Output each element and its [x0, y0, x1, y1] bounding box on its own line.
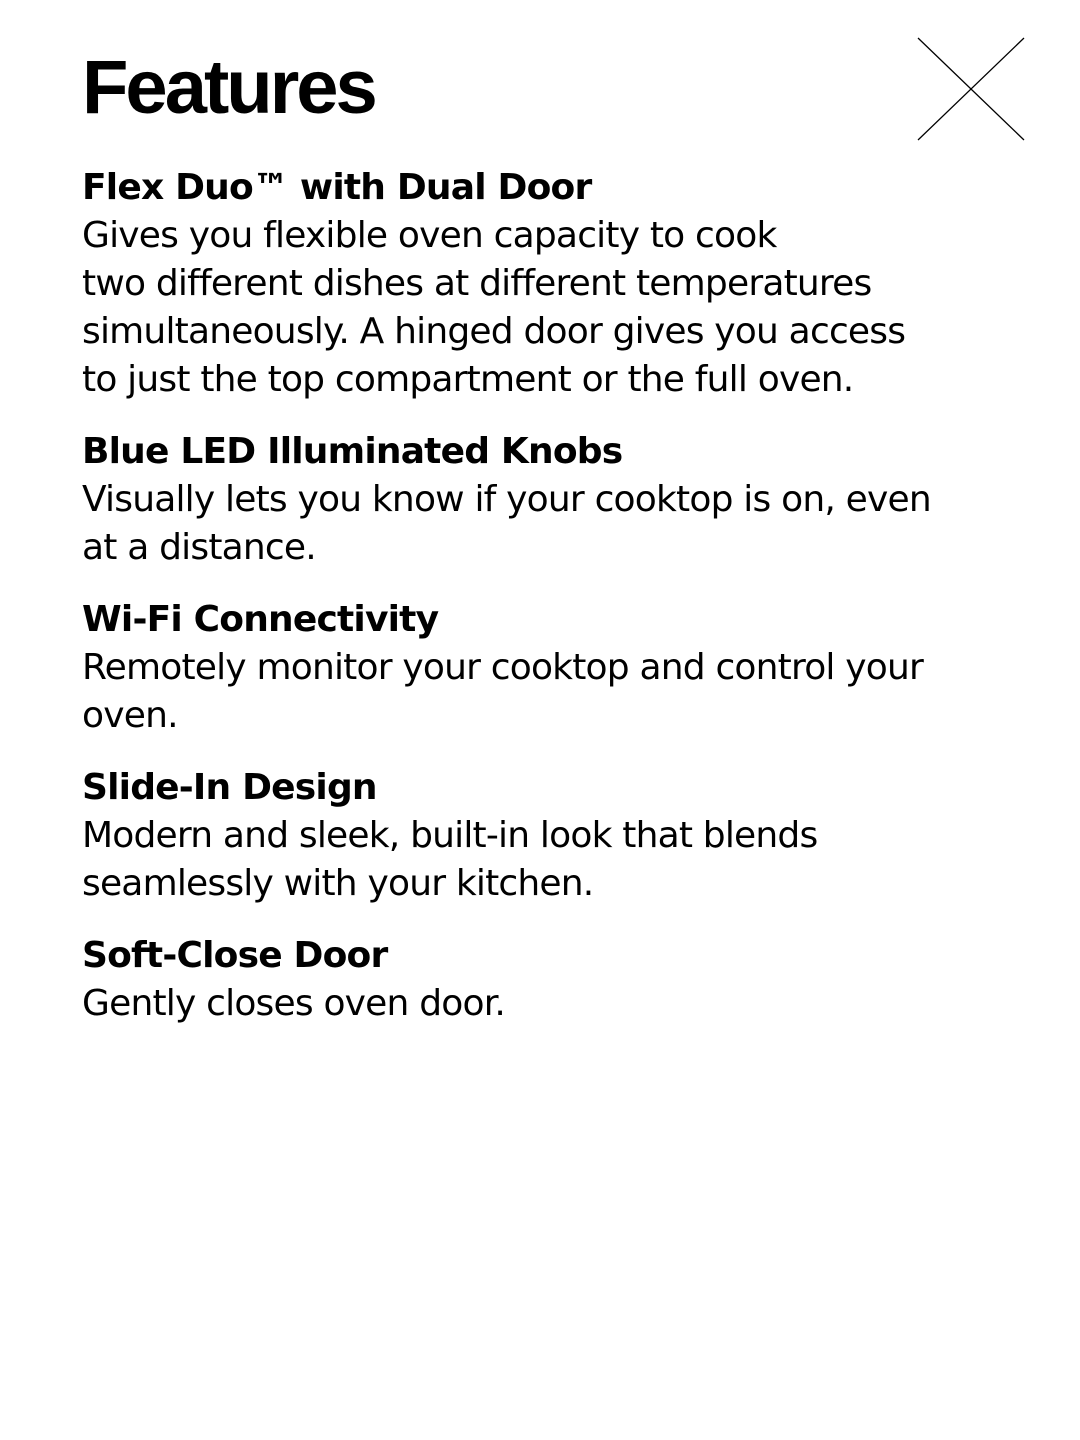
feature-description-line: two different dishes at different temperatures: [82, 263, 872, 304]
feature-heading: Slide-In Design: [82, 767, 377, 808]
feature-description-line: Visually lets you know if your cooktop is on, even: [82, 479, 931, 520]
feature-description-line: Gives you flexible oven capacity to cook: [82, 215, 777, 256]
close-button[interactable]: [916, 36, 1026, 142]
feature-list: [82, 164, 1002, 1052]
feature-description-line: Remotely monitor your cooktop and control your: [82, 647, 924, 688]
close-icon: [916, 36, 1026, 142]
feature-description: [82, 812, 1002, 908]
feature-description-line: Gently closes oven door.: [82, 983, 506, 1024]
feature-item: [82, 428, 1002, 572]
feature-item: [82, 596, 1002, 740]
feature-description-line: seamlessly with your kitchen.: [82, 863, 594, 904]
feature-heading: Wi-Fi Connectivity: [82, 599, 439, 640]
feature-description-line: simultaneously. A hinged door gives you access: [82, 311, 906, 352]
feature-description-line: at a distance.: [82, 527, 316, 568]
feature-description: [82, 212, 1002, 404]
page-title: Features: [82, 45, 375, 130]
feature-item: [82, 164, 1002, 404]
feature-description: [82, 644, 1002, 740]
feature-heading: Soft-Close Door: [82, 935, 388, 976]
feature-description: [82, 980, 1002, 1028]
feature-description-line: oven.: [82, 695, 178, 736]
feature-heading: Flex Duo™ with Dual Door: [82, 167, 592, 208]
feature-item: [82, 932, 1002, 1028]
feature-description-line: to just the top compartment or the full oven.: [82, 359, 854, 400]
feature-description-line: Modern and sleek, built-in look that blends: [82, 815, 818, 856]
feature-heading: Blue LED Illuminated Knobs: [82, 431, 623, 472]
feature-description: [82, 476, 1002, 572]
feature-item: [82, 764, 1002, 908]
